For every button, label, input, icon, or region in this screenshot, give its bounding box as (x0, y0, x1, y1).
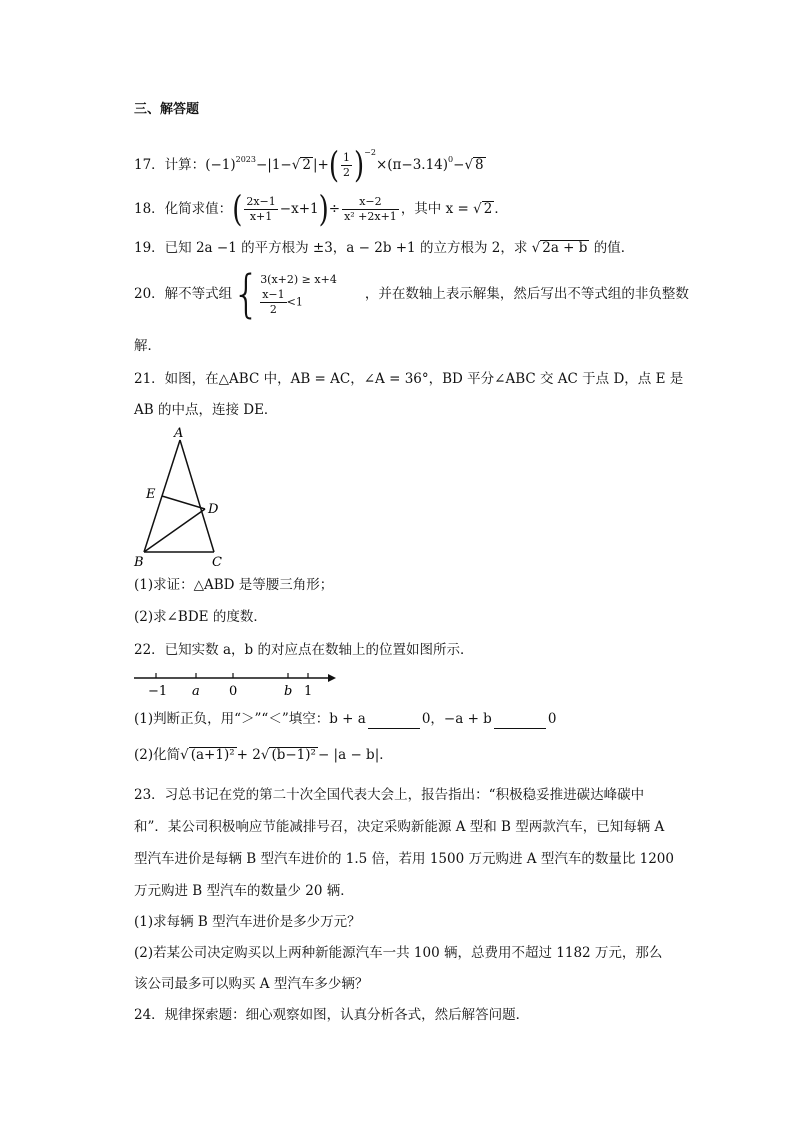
sqrt-symbol: √ (473, 201, 482, 217)
q24-line-1: 24．规律探索题：细心观察如图，认真分析各式，然后解答问题． (134, 1007, 530, 1023)
q20-ineq2-num: x−1 (262, 288, 285, 301)
q18-end: ． (494, 201, 508, 217)
section-heading: 三、解答题 (134, 102, 200, 117)
question-17 (134, 143, 486, 186)
q20-ineq2-rhs: <1 (286, 295, 303, 309)
q17-sqrt-8: 8 (475, 157, 484, 173)
q20-ineq2-den: 2 (269, 303, 277, 316)
q22-line-1: 22．已知实数 a，b 的对应点在数轴上的位置如图所示． (134, 642, 474, 658)
q18-f1-den: x+1 (249, 210, 273, 223)
q22-part1-c: 0 (547, 711, 557, 727)
q18-f1-num: 2x−1 (246, 195, 276, 208)
brace-symbol: { (232, 264, 261, 324)
q23-line-3: 型汽车进价是每辆 B 型汽车进价的 1.5 倍，若用 1500 万元购进 A 型汽车的数量比 1200 (134, 851, 674, 867)
label-d: D (208, 502, 219, 517)
label-e: E (146, 487, 156, 502)
q17-term-e: − (453, 157, 465, 173)
q17-exponent-b: −2 (364, 148, 376, 157)
q18-mid: −x+1 (279, 201, 319, 217)
q22-part2-label: (2)化简 (134, 747, 181, 763)
q18-div: ÷ (328, 201, 341, 217)
q23-line-4: 万元购进 B 型汽车的数量少 20 辆． (134, 883, 354, 899)
q18-f2-num: x−2 (342, 195, 399, 210)
q21-part-2: (2)求∠BDE 的度数． (134, 609, 267, 625)
question-19 (134, 238, 634, 258)
left-paren: ( (232, 189, 243, 230)
q23-line-2: 和”．某公司积极响应节能减排号召，决定采购新能源 A 型和 B 型两款汽车，已知每辆 A (134, 819, 665, 835)
q22-part2-mid: + 2 (236, 747, 261, 763)
q17-exponent-a: 2023 (235, 155, 256, 164)
question-20 (134, 264, 689, 324)
q17-exponent-c: 0 (448, 155, 454, 164)
q20-ineq2-frac (260, 288, 286, 317)
q18-label: 18．化简求值： (134, 201, 233, 217)
axis-label-minus-1: −1 (148, 684, 168, 699)
q17-term-a: (−1) (205, 157, 236, 173)
sqrt-symbol: √ (464, 157, 474, 173)
q18-tail: ，其中 x = (400, 201, 474, 217)
right-paren: ) (318, 189, 329, 230)
q22-sqrt-1: (a+1)² (190, 747, 235, 763)
label-b: B (134, 555, 144, 570)
q23-part-1: (1)求每辆 B 型汽车进价是多少万元？ (134, 914, 361, 930)
axis-arrow (328, 674, 336, 682)
q20-label: 20．解不等式组 (134, 286, 233, 302)
q20-tail-line-2: 解． (134, 338, 161, 354)
q20-system (260, 272, 337, 317)
q17-frac-num: 1 (342, 151, 350, 164)
axis-label-1: 1 (304, 684, 313, 699)
sqrt-symbol: √ (291, 157, 301, 173)
q21-line-1: 21．如图，在△ABC 中，AB = AC，∠A = 36°，BD 平分∠ABC 交 AC 于点 D，点 E 是 (134, 371, 684, 387)
q19-text-a: 19．已知 2a −1 的平方根为 ±3，a − 2b +1 的立方根为 2，求 (134, 240, 532, 256)
q17-frac-den: 2 (342, 166, 350, 179)
answer-blank-2[interactable] (494, 714, 546, 729)
q19-text-b: 的值． (589, 240, 635, 256)
answer-blank-1[interactable] (368, 714, 420, 729)
q23-part-2-line-2: 该公司最多可以购买 A 型汽车多少辆？ (134, 976, 369, 992)
q22-part-1 (134, 709, 556, 729)
q17-sqrt-2: 2 (302, 157, 311, 173)
q22-part1-b: 0，−a + b (421, 711, 492, 727)
q22-part2-tail: − |a − b|． (317, 747, 393, 763)
label-c: C (212, 555, 222, 570)
q20-tail: ，并在数轴上表示解集，然后写出不等式组的非负整数 (364, 286, 689, 302)
label-a: A (174, 426, 184, 441)
left-paren: ( (328, 145, 339, 186)
q17-term-b: −|1− (255, 157, 292, 173)
sqrt-symbol: √ (531, 240, 541, 256)
segment-bd (144, 509, 205, 552)
q17-term-c: |+ (312, 157, 329, 173)
q18-fraction-2 (342, 195, 399, 224)
q17-fraction (341, 151, 352, 180)
sqrt-symbol: √ (260, 747, 270, 763)
q18-fraction-1 (244, 195, 277, 224)
q20-ineq-2 (260, 288, 337, 317)
q22-part1-a: (1)判断正负，用“＞”“＜”填空：b + a (134, 711, 366, 727)
axis-label-b: b (284, 684, 293, 699)
right-paren: ) (353, 145, 365, 186)
question-18 (134, 189, 508, 230)
q19-sqrt: 2a + b (542, 240, 588, 256)
triangle-figure (128, 424, 238, 574)
q21-part-1: (1)求证：△ABD 是等腰三角形； (134, 577, 334, 593)
q22-part-2 (134, 745, 393, 765)
q23-line-1: 23．习总书记在党的第二十次全国代表大会上，报告指出：“积极稳妥推进碳达峰碳中 (134, 787, 645, 803)
q21-line-2: AB 的中点，连接 DE． (134, 402, 278, 418)
q20-ineq-1: 3(x+2) ≥ x+4 (260, 273, 337, 286)
q22-sqrt-2: (b−1)² (271, 747, 316, 763)
q18-sqrt: 2 (483, 201, 493, 217)
q23-part-2-line-1: (2)若某公司决定购买以上两种新能源汽车一共 100 辆，总费用不超过 1182 万元，那么 (134, 945, 663, 961)
side-ac (180, 440, 214, 552)
number-line (130, 668, 345, 700)
q17-label: 17．计算： (134, 157, 206, 173)
q17-term-d: ×(π−3.14) (375, 157, 449, 173)
axis-label-0: 0 (229, 684, 238, 699)
axis-label-a: a (192, 684, 200, 699)
sqrt-symbol: √ (180, 747, 189, 763)
q18-f2-den: x² +2x+1 (344, 210, 397, 223)
